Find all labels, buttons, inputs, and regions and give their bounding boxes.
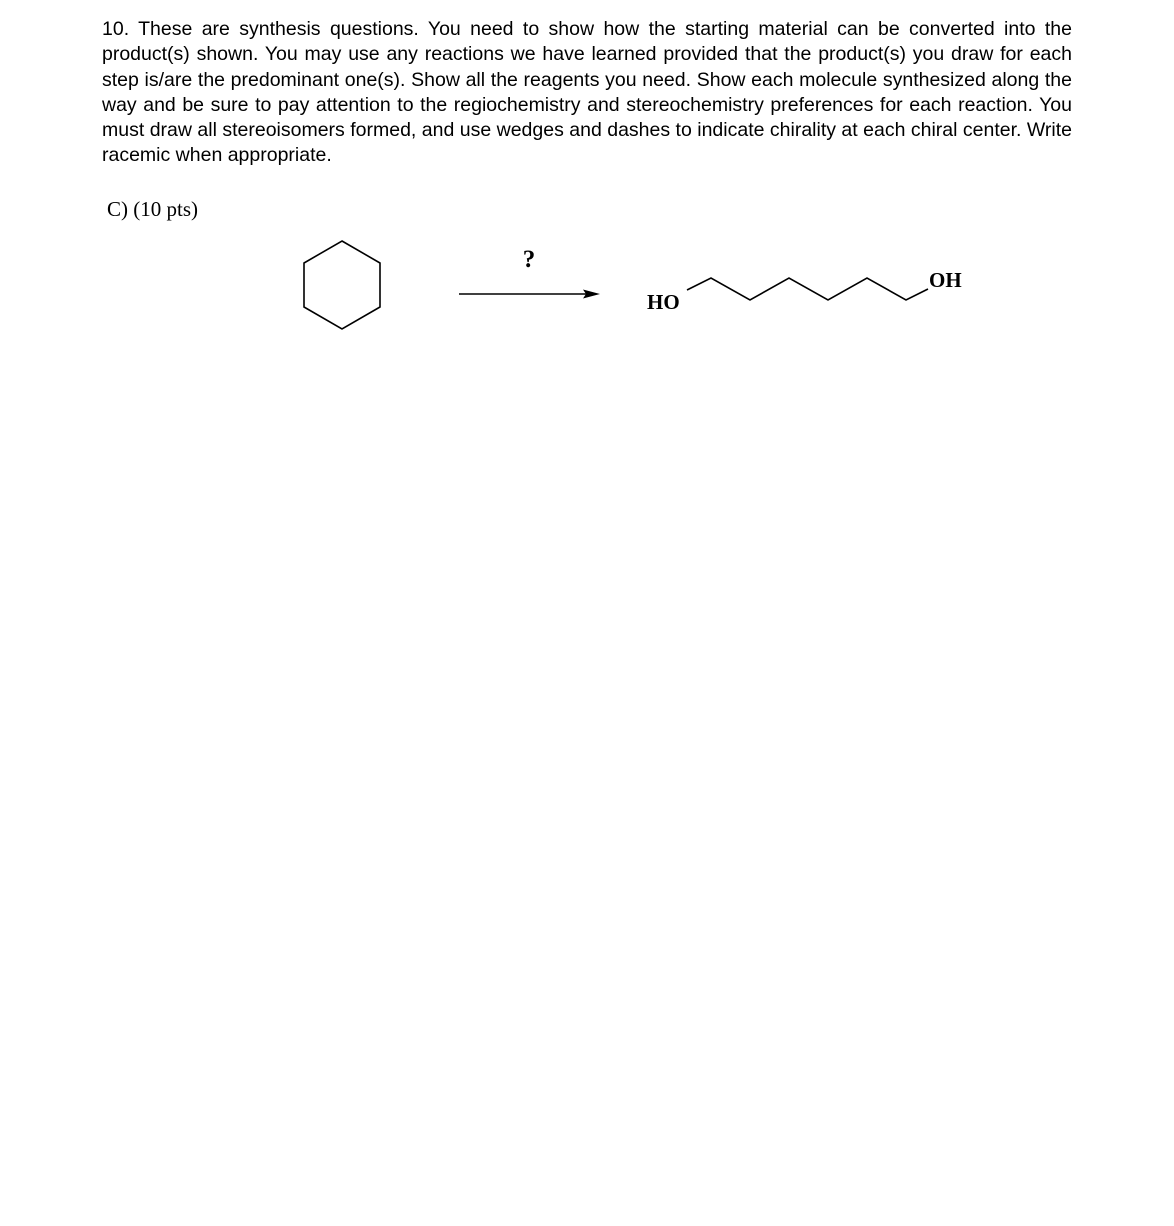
question-text: 10. These are synthesis questions. You need to show how the starting material can be converted into the product(s) shown. You may use any reactions we have learned provided that the product(s) you draw for each step is/are the predominant one(s). Show all the reagents you need. Show each molecule synthesized along the way and be sure to pay attention to the regiochemistry and stereochemistry preferences for each reaction. You must draw all stereoisomers formed, and use wedges and dashes to indicate chirality at each chiral center. Write racemic when appropriate. [102, 18, 1072, 167]
arrow-label: ? [522, 246, 536, 273]
product-oh-group: OH [929, 268, 962, 292]
cyclohexane-ring [304, 241, 380, 329]
product-carbon-chain [687, 278, 928, 300]
part-label: C) (10 pts) [107, 197, 198, 221]
product-ho-group: HO [647, 290, 680, 314]
